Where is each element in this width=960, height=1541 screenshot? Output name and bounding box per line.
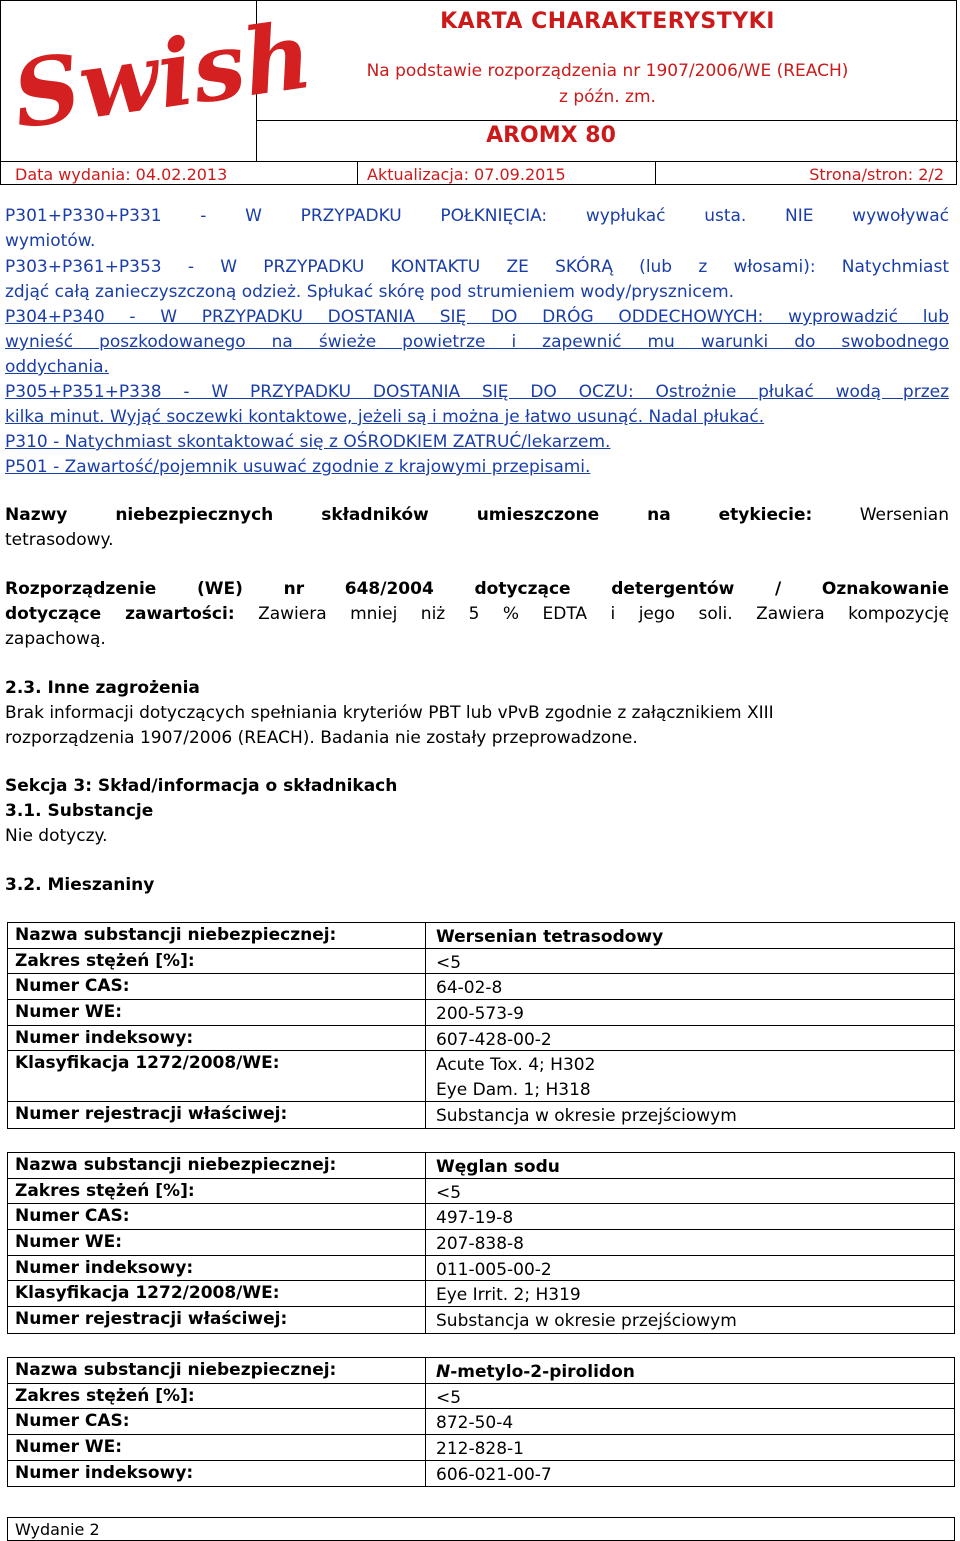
- table-row: [8, 1307, 954, 1333]
- detergents-heading: Rozporządzenie (WE) nr 648/2004 dotyczące detergentów / Oznakowanie: [5, 579, 949, 599]
- section-2-3-text: Brak informacji dotyczących spełniania kryteriów PBT lub vPvB zgodnie z załącznikiem XIII: [5, 703, 774, 723]
- label-ingredients-value: Wersenian: [859, 505, 950, 525]
- document-title: KARTA CHARAKTERYSTYKI: [440, 9, 775, 34]
- cas-number: 497-19-8: [436, 1208, 514, 1229]
- we-number: 212-828-1: [436, 1439, 524, 1460]
- detergents-text: Zawiera mniej niż 5 % EDTA i jego soli. Zawiera kompozycję: [258, 604, 949, 624]
- table-row: [8, 1461, 954, 1487]
- table-row: [8, 1179, 954, 1205]
- swish-logo: [1, 0, 318, 159]
- table-row: [8, 1435, 954, 1461]
- field-label: Numer indeksowy:: [15, 1027, 194, 1048]
- substance-name: Węglan sodu: [436, 1157, 560, 1177]
- logo-box: [1, 0, 318, 161]
- detergents-text-cont: zapachową.: [5, 629, 106, 649]
- table-row: [8, 1256, 954, 1282]
- section-3-1-text: Nie dotyczy.: [5, 826, 108, 846]
- precaution-p305: P305+P351+P338 - W PRZYPADKU DOSTANIA SIĘ DO OCZU: Ostrożnie płukać wodą przez: [5, 382, 949, 402]
- table-row: [8, 1384, 954, 1410]
- regulation-line: Na podstawie rozporządzenia nr 1907/2006/WE (REACH): [366, 61, 849, 81]
- regulation-line-2: z późn. zm.: [559, 87, 656, 107]
- field-label: Nazwa substancji niebezpiecznej:: [15, 1155, 337, 1175]
- classification-2: Eye Dam. 1; H318: [436, 1080, 591, 1101]
- concentration: <5: [436, 952, 462, 973]
- detergents-heading-cont: dotyczące zawartości:: [5, 604, 235, 624]
- classification: [436, 1053, 595, 1103]
- field-label: Numer indeksowy:: [15, 1257, 194, 1278]
- section-3-heading: Sekcja 3: Skład/informacja o składnikach: [5, 776, 398, 796]
- substance-name-italic: N: [436, 1362, 451, 1382]
- field-label: Numer rejestracji właściwej:: [15, 1104, 288, 1125]
- document-footer: [7, 1517, 955, 1541]
- precaution-p304-cont: wynieść poszkodowanego na świeże powietrze i zapewnić mu warunki do swobodnego: [5, 332, 949, 352]
- precaution-p304-cont2: oddychania.: [5, 357, 109, 377]
- precaution-p305-cont: kilka minut. Wyjąć soczewki kontaktowe, jeżeli są i można je łatwo usunąć. Nadal płukać.: [5, 407, 765, 427]
- field-label: Klasyfikacja 1272/2008/WE:: [15, 1053, 280, 1074]
- concentration: <5: [436, 1387, 462, 1408]
- field-label: Zakres stężeń [%]:: [15, 1180, 195, 1201]
- field-label: Numer WE:: [15, 1437, 123, 1458]
- product-name: AROMX 80: [486, 123, 616, 148]
- label-ingredients-cont: tetrasodowy.: [5, 530, 114, 550]
- table-row: [8, 1026, 954, 1052]
- table-row: [8, 974, 954, 1000]
- label-ingredients-heading: Nazwy niebezpiecznych składników umieszczone na etykiecie:: [5, 505, 813, 525]
- field-label: Nazwa substancji niebezpiecznej:: [15, 925, 337, 945]
- precaution-p304: P304+P340 - W PRZYPADKU DOSTANIA SIĘ DO DRÓG ODDECHOWYCH: wyprowadzić lub: [5, 307, 949, 327]
- cas-number: 872-50-4: [436, 1413, 514, 1434]
- substance-name: Wersenian tetrasodowy: [436, 927, 664, 947]
- substance-table-3: [7, 1357, 955, 1487]
- table-row: [8, 1000, 954, 1026]
- table-row: [8, 1153, 954, 1179]
- precaution-p303: P303+P361+P353 - W PRZYPADKU KONTAKTU ZE SKÓRĄ (lub z włosami): Natychmiast: [5, 257, 949, 277]
- section-3-2-heading: 3.2. Mieszaniny: [5, 875, 155, 895]
- table-row: [8, 1281, 954, 1307]
- precaution-p310: P310 - Natychmiast skontaktować się z OŚRODKIEM ZATRUĆ/lekarzem.: [5, 432, 611, 452]
- substance-table-1: [7, 922, 955, 1129]
- detergents-line: [5, 602, 949, 627]
- field-label: Zakres stężeń [%]:: [15, 950, 195, 971]
- title-area: [257, 1, 958, 121]
- precaution-p303-cont: zdjąć całą zanieczyszczoną odzież. Spłukać skórę pod strumieniem wody/prysznicem.: [5, 282, 735, 302]
- field-label: Klasyfikacja 1272/2008/WE:: [15, 1283, 280, 1304]
- table-row: [8, 1230, 954, 1256]
- issue-date: Data wydania: 04.02.2013: [15, 165, 228, 184]
- concentration: <5: [436, 1182, 462, 1203]
- page-number: Strona/stron: 2/2: [809, 165, 944, 184]
- precaution-p501: P501 - Zawartość/pojemnik usuwać zgodnie z krajowymi przepisami.: [5, 457, 591, 477]
- info-row: [1, 161, 958, 186]
- field-label: Numer indeksowy:: [15, 1462, 194, 1483]
- classification-1: Acute Tox. 4; H302: [436, 1055, 596, 1076]
- logo-text: Swish: [6, 0, 318, 150]
- section-2-3-text-2: rozporządzenia 1907/2006 (REACH). Badania nie zostały przeprowadzone.: [5, 728, 638, 748]
- we-number: 200-573-9: [436, 1004, 524, 1025]
- label-ingredients-line: [5, 503, 949, 528]
- registration: Substancja w okresie przejściowym: [436, 1311, 737, 1332]
- section-3-1-heading: 3.1. Substancje: [5, 801, 154, 821]
- table-row: [8, 923, 954, 949]
- table-row: [8, 1204, 954, 1230]
- field-label: Numer WE:: [15, 1002, 123, 1023]
- table-row: [8, 1409, 954, 1435]
- precaution-p301-cont: wymiotów.: [5, 231, 96, 251]
- substance-name-rest: -metylo-2-pirolidon: [450, 1362, 635, 1382]
- precaution-p301: P301+P330+P331 - W PRZYPADKU POŁKNIĘCIA: wypłukać usta. NIE wywoływać: [5, 206, 949, 226]
- field-label: Numer CAS:: [15, 1411, 130, 1432]
- classification: Eye Irrit. 2; H319: [436, 1285, 581, 1306]
- cas-number: 64-02-8: [436, 978, 503, 999]
- update-date: Aktualizacja: 07.09.2015: [367, 165, 566, 184]
- field-label: Numer rejestracji właściwej:: [15, 1309, 288, 1330]
- table-row: [8, 1358, 954, 1384]
- index-number: 606-021-00-7: [436, 1464, 552, 1485]
- substance-table-2: [7, 1152, 955, 1334]
- substance-name: [436, 1360, 635, 1385]
- divider: [357, 162, 358, 185]
- registration: Substancja w okresie przejściowym: [436, 1106, 737, 1127]
- section-2-3-heading: 2.3. Inne zagrożenia: [5, 678, 200, 698]
- field-label: Numer CAS:: [15, 1206, 130, 1227]
- field-label: Numer CAS:: [15, 976, 130, 997]
- index-number: 011-005-00-2: [436, 1259, 552, 1280]
- document-header: [0, 0, 957, 185]
- divider: [655, 162, 656, 185]
- field-label: Numer WE:: [15, 1232, 123, 1253]
- field-label: Nazwa substancji niebezpiecznej:: [15, 1360, 337, 1380]
- index-number: 607-428-00-2: [436, 1029, 552, 1050]
- table-row: [8, 949, 954, 975]
- table-row: [8, 1102, 954, 1128]
- edition-label: Wydanie 2: [15, 1520, 100, 1539]
- we-number: 207-838-8: [436, 1234, 524, 1255]
- field-label: Zakres stężeń [%]:: [15, 1385, 195, 1406]
- table-row: [8, 1051, 954, 1102]
